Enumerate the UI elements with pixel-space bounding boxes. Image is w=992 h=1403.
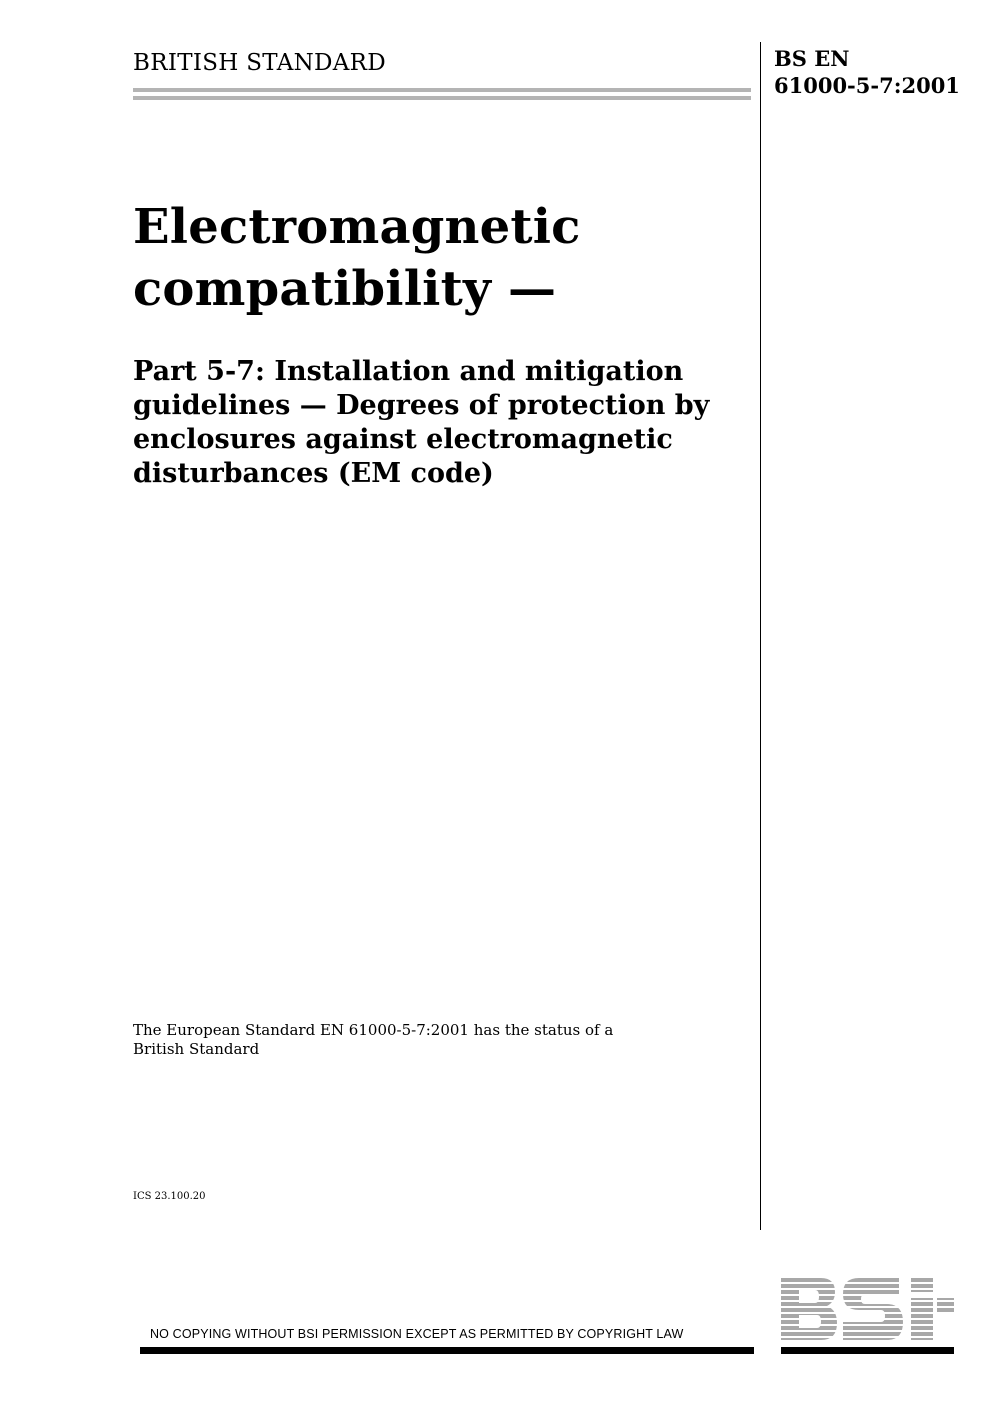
subtitle-line-1: Part 5-7: Installation and mitigation xyxy=(133,356,684,387)
ics-code: ICS 23.100.20 xyxy=(133,1191,206,1202)
subtitle-line-3: enclosures against electromagnetic xyxy=(133,424,673,455)
designation-line-1: BS EN xyxy=(774,46,850,71)
header-rule-top xyxy=(133,88,751,92)
subtitle-line-4: disturbances (EM code) xyxy=(133,458,494,489)
standard-designation xyxy=(774,45,960,99)
document-title xyxy=(133,196,581,320)
footer-rule-right xyxy=(781,1347,954,1354)
copyright-notice: NO COPYING WITHOUT BSI PERMISSION EXCEPT AS PERMITTED BY COPYRIGHT LAW xyxy=(150,1327,684,1341)
document-subtitle xyxy=(133,355,709,491)
bsi-logo xyxy=(781,1278,954,1340)
status-note xyxy=(133,1021,613,1059)
title-line-2: compatibility — xyxy=(133,261,557,317)
footer-rule-left xyxy=(140,1347,754,1354)
column-divider xyxy=(760,42,761,1230)
designation-line-2: 61000-5-7:2001 xyxy=(774,73,960,98)
header-rule-bottom xyxy=(133,96,751,100)
series-label: BRITISH STANDARD xyxy=(133,50,387,76)
status-note-line-1: The European Standard EN 61000-5-7:2001 has the status of a xyxy=(133,1021,614,1039)
title-line-1: Electromagnetic xyxy=(133,199,581,255)
status-note-line-2: British Standard xyxy=(133,1040,260,1058)
subtitle-line-2: guidelines — Degrees of protection by xyxy=(133,390,710,421)
